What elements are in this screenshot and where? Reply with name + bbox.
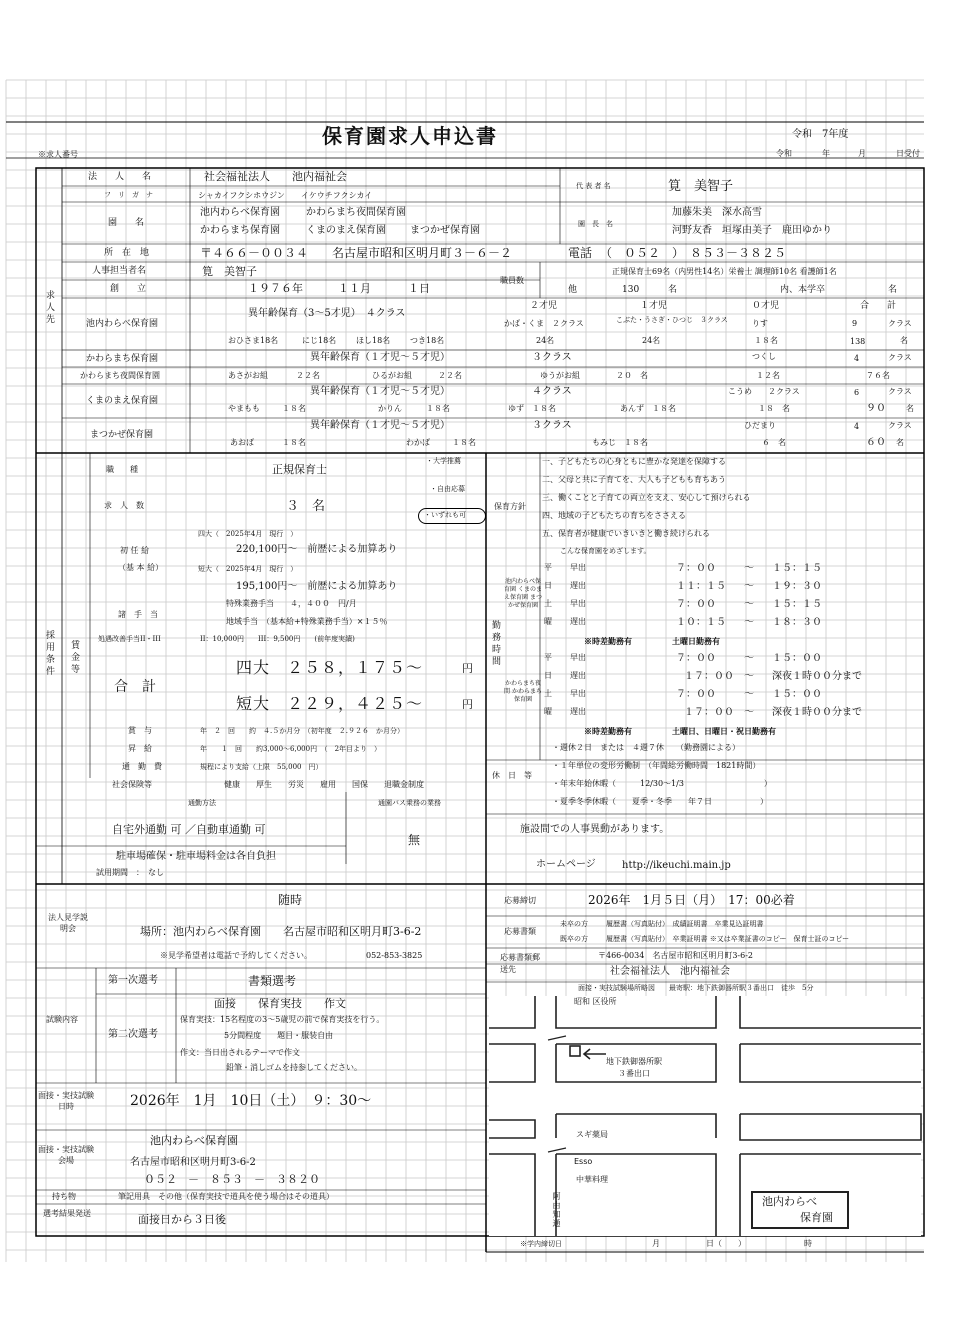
founded-year: １９７６年 (248, 282, 303, 295)
row5-c1: もみじ １８名 (592, 438, 648, 447)
row5-d3: わかば (406, 438, 430, 447)
row1-d1: おひさま18名 (228, 336, 279, 345)
hr-label: 人事担当者名 (92, 266, 147, 276)
rows2-r2-c0: 土 (544, 689, 552, 698)
founded-label: 創 立 (110, 284, 147, 294)
result-label: 選考結果発送 (43, 1209, 91, 1218)
row4-class-unit: クラス (888, 387, 912, 396)
insurance-value: 健康 厚生 労災 雇用 国保 退職金制度 (224, 780, 424, 789)
policy-5: 五、保育者が健康でいきいきと働き続けられる (542, 529, 710, 538)
improve-value: II：10,000円 III：9,500円 (前年度実績) (200, 635, 355, 643)
map-esso: Esso (574, 1157, 593, 1166)
other-unit: 名 (668, 285, 678, 295)
option-free[interactable]: ・自由応募 (430, 485, 465, 493)
rows1-r2-c4: １５：１５ (772, 599, 822, 610)
map-nursery-1: 池内わらべ (762, 1195, 817, 1208)
yen-1: 円 (462, 662, 473, 675)
deadline-value: 2026年 1月５日（月） 17：00必着 (588, 893, 795, 907)
staff-label: 職員数 (500, 276, 524, 285)
total-two: 短大 ２２９，４２５〜 (236, 694, 424, 713)
rows1-r3-c0: 曜 (544, 617, 552, 626)
row1-c1: 24名 (642, 336, 661, 345)
visit-label: 法人見学説明会 (48, 913, 88, 934)
map-header: 面接・実技試験場所略図 最寄駅：地下鉄御器所駅３番出口 徒歩 5分 (578, 984, 814, 992)
row2-summary: 異年齢保育（１才児〜５才児） (310, 352, 450, 363)
row5-c2: ３クラス (532, 420, 572, 431)
docs-label: 応募書類 (504, 927, 536, 936)
start-label: 初 任 給 (120, 546, 150, 555)
nursery-1: 池内わらべ保育園 (200, 207, 280, 218)
inner-unit: 名 (888, 285, 898, 295)
row3-c1: ２０ 名 (616, 371, 648, 380)
furigana-value: シャカイフクシホウジン イケウチフクシカイ (198, 191, 373, 200)
rows1-r0-c1: 早出 (570, 563, 586, 572)
hr-name: 筧 美智子 (202, 265, 257, 278)
page-title: 保育園求人申込書 (322, 124, 498, 148)
rows1-r0-c3: 〜 (744, 563, 754, 574)
row3-d1: あさがお組 (228, 371, 268, 380)
row3-c2: ゆうがお組 (540, 371, 580, 380)
col-total: 合 計 (860, 301, 897, 311)
row3-name: かわらまち夜間保育園 (80, 371, 160, 380)
row4-d4: １８名 (426, 404, 450, 413)
exam-date-label: 面接・実技試験日時 (38, 1091, 94, 1112)
exam-label: 試験内容 (46, 1015, 78, 1024)
rows1-r1-c3: 〜 (744, 581, 754, 592)
holiday-label: 休 日 等 (492, 771, 532, 780)
row5-c0b: ６ 名 (762, 438, 786, 447)
rows1-r0-c0: 平 (544, 563, 552, 572)
nursery-label: 園 名 (108, 218, 145, 228)
send-address: 〒466-0034 名古屋市昭和区明月町3-6-2 (598, 951, 754, 960)
visit-place: 場所：池内わらべ保育園 名古屋市昭和区明月町3-6-2 (140, 925, 422, 938)
rows1-r2-c0: 土 (544, 599, 552, 608)
footer-label: ※学内締切日 (520, 1240, 562, 1248)
tel-label: 電話 (568, 246, 593, 260)
row5-name: まつかぜ保育園 (90, 430, 154, 440)
inner-label: 内、本学卒 (780, 285, 826, 295)
row4-d3: かりん (378, 404, 402, 413)
row1-name: 池内わらべ保育園 (86, 319, 159, 329)
four-year-note: 四大（ 2025年4月 現行 ） (198, 530, 298, 538)
rows1-r1-c4: １９：３０ (772, 581, 822, 592)
venue-label: 面接・実技試験会場 (38, 1145, 94, 1166)
date-era: 令和 (776, 149, 792, 158)
four-year-start: 220,100円〜 前歴による加算あり (236, 544, 398, 555)
footer-day: 日（ ） (706, 1239, 746, 1248)
date-year: 年 (822, 149, 830, 158)
shift-note-1: ※時差勤務有 (584, 636, 632, 646)
row1-sub2: こぶた・うさぎ・ひつじ ３クラス (616, 316, 728, 324)
holiday-1: ・週休２日 または ４週７休 （勤務園による） (552, 743, 740, 752)
row4-total-unit: 名 (906, 404, 914, 413)
row5-class-unit: クラス (888, 421, 912, 430)
base-label: （基 本 給） (118, 563, 164, 572)
row1-d4: つき18名 (410, 336, 445, 345)
second-stage-title: 面接 保育実技 作文 (214, 997, 346, 1010)
transfer-note: 施設間での人事異動があります。 (520, 824, 670, 835)
count-label: 求 人 数 (104, 501, 144, 510)
policy-4: 四、地域の子どもたちの育ちをささえる (542, 511, 686, 520)
rep-label: 代 表 者 名 (576, 182, 611, 190)
row2-class-unit: クラス (888, 353, 912, 362)
policy-2: 二、父母と共に子育てを、大人も子どもも育ちあう (542, 475, 726, 484)
row4-c2: ４クラス (532, 386, 572, 397)
send-label: 応募書類郵送先 (500, 953, 540, 975)
commute-method-value: 自宅外通勤 可 ／自動車通勤 可 (112, 823, 266, 836)
parking-note: 駐車場確保・駐車場料金は各自負担 (116, 851, 276, 862)
holiday-2: ・１年単位の変形労働制 （年間総労働時間 1821時間） (552, 761, 761, 770)
rows2-r0-c3: 〜 (744, 653, 754, 664)
founded-day: １日 (408, 282, 430, 295)
yen-2: 円 (462, 698, 473, 711)
bus-label: 通園バス乗務の業務 (378, 799, 441, 807)
nursery-5: まつかぜ保育園 (410, 225, 480, 236)
two-year-note: 短大（ 2025年4月 現行 ） (198, 565, 298, 573)
docs-old-label: 既卒の方 (560, 935, 588, 943)
rows2-r0-c4: １５：００ (772, 653, 822, 664)
shift-note-1b: 土曜日勤務有 (672, 636, 720, 646)
date-received: 日受付 (896, 149, 920, 158)
nursery-4: くまのまえ保育園 (306, 225, 386, 236)
row1-class-unit: クラス (888, 319, 912, 328)
rows2-r0-c1: 早出 (570, 653, 586, 662)
section-applicant: 求人先 (44, 290, 54, 326)
rows1-r1-c1: 遅出 (570, 581, 586, 590)
map-exit: ３番出口 (618, 1069, 650, 1078)
trial-period: 試用期間 ： なし (96, 868, 164, 877)
job-type: 正規保育士 (272, 463, 327, 476)
other-count: 130 (622, 285, 640, 295)
policy-note: こんな保育園をめざします。 (560, 547, 651, 555)
founded-month: １１月 (338, 282, 371, 295)
homepage-url[interactable]: http://ikeuchi.main.jp (622, 860, 731, 871)
first-stage-value: 書類選考 (248, 974, 297, 988)
second-item-2: 5分間程度 題目・服装自由 (224, 1031, 334, 1040)
items-value: 筆記用具 その他（保育実技で道具を使う場合はその道具） (118, 1192, 334, 1201)
rows1-r3-c2: １０：１５ (676, 617, 726, 628)
bus-value: 無 (408, 833, 421, 847)
address-value: 〒４６６－００３４ 名古屋市昭和区明月町３－６－２ (200, 246, 513, 260)
job-type-label: 職 種 (106, 465, 138, 474)
rows1-r3-c4: １８：３０ (772, 617, 822, 628)
rows1-r3-c3: 〜 (744, 617, 754, 628)
rows1-r1-c2: １１：１５ (676, 581, 726, 592)
row3-d2: ２２名 (296, 371, 320, 380)
row1-d2: にじ18名 (302, 336, 337, 345)
rows1-r2-c1: 早出 (570, 599, 586, 608)
rows2-r3-c4: 深夜１時００分まで (772, 707, 862, 718)
date-month: 月 (858, 149, 866, 158)
rows1-r1-c0: 日 (544, 581, 552, 590)
directors-1: 加藤朱美 深水高雪 (672, 207, 762, 218)
shift-note-2b: 土曜日、日曜日・祝日勤務有 (672, 726, 776, 736)
rows2-r0-c2: ７：００ (676, 653, 716, 664)
row5-d4: １８名 (452, 438, 476, 447)
col-2yo: ２才児 (530, 301, 558, 311)
shift-note-2: ※時差勤務有 (584, 726, 632, 736)
rows2-r0-c0: 平 (544, 653, 552, 662)
job-no-label: ※求人番号 (38, 150, 78, 159)
bonus-value: 年 ２ 回 約 ４.５か月分 （初年度 ２.９２６ か月分） (200, 727, 404, 735)
first-stage-label: 第一次選考 (108, 975, 158, 986)
section-conditions: 採用条件 (44, 630, 54, 678)
send-name: 社会福祉法人 池内福祉会 (610, 966, 730, 977)
row5-c0: ひだまり (744, 421, 776, 430)
map-drugstore: スギ薬局 (576, 1130, 608, 1139)
insurance-label: 社会保険等 (112, 780, 152, 789)
count-value: ３ 名 (286, 499, 326, 514)
second-stage-label: 第二次選考 (108, 1029, 158, 1040)
row2-name: かわらまち保育園 (86, 354, 159, 364)
row2-c0: つくし (752, 352, 776, 361)
rows2-r2-c4: １５：００ (772, 689, 822, 700)
holiday-4: ・夏季冬季休暇（ 夏季・冬季 年７日 ） (552, 797, 768, 806)
group2-label: かわらまち夜間 かわらまち保育園 (504, 680, 542, 704)
visit-note: ※見学希望者は電話で予約してください。 (160, 951, 312, 960)
rows2-r2-c2: ７：００ (676, 689, 716, 700)
row4-d1: やまもも (228, 404, 260, 413)
visit-timing: 随時 (278, 893, 303, 907)
row1-d3: ほし18名 (356, 336, 391, 345)
rows1-r0-c4: １５：１５ (772, 563, 822, 574)
row5-summary: 異年齢保育（１才児〜５才児） (310, 420, 450, 431)
section-hours: 勤務時間 (490, 620, 500, 668)
rows2-r3-c3: 〜 (744, 707, 754, 718)
bonus-label: 賞 与 (128, 726, 152, 735)
map-ward: 昭和 区役所 (574, 997, 617, 1006)
second-item-1: 保育実技：15名程度の3〜5歳児の前で保育実技を行う。 (180, 1015, 385, 1024)
map-station: 地下鉄御器所駅 (606, 1057, 662, 1066)
row5-d2: １８名 (282, 438, 306, 447)
homepage-label: ホームページ (536, 859, 596, 870)
policy-label: 保育方針 (494, 502, 526, 511)
venue-name: 池内わらべ保育園 (150, 1134, 238, 1147)
row4-summary: 異年齢保育（１才児〜５才児） (310, 386, 450, 397)
option-either[interactable]: ・いずれも可 (424, 511, 466, 519)
exam-date-value: 2026年 1月 10日（土） ９：30〜 (130, 1093, 372, 1109)
row3-d3: ひるがお組 (372, 371, 412, 380)
rows2-r1-c4: 深夜１時００分まで (772, 671, 862, 682)
docs-new: 履歴書（写真貼付） 成績証明書 卒業見込証明書 (606, 920, 764, 928)
row4-c0: こうめ ２クラス (728, 387, 800, 396)
row1-total-unit: 名 (900, 336, 908, 345)
rows2-r2-c1: 早出 (570, 689, 586, 698)
rows2-r1-c2: １７：００ (684, 671, 734, 682)
col-1yo: １才児 (640, 301, 668, 311)
row3-total: ７６名 (866, 371, 890, 380)
policy-1: 一、子どもたちの心身ともに豊かな発達を保障する (542, 457, 726, 466)
row4-name: くまのまえ保育園 (86, 396, 159, 406)
raise-label: 昇 給 (128, 744, 152, 753)
row3-c0: １２名 (756, 371, 780, 380)
nursery-3: かわらまち保育園 (200, 225, 280, 236)
era-label: 令和 (792, 129, 812, 140)
address-label: 所 在 地 (104, 248, 150, 258)
footer-month: 月 (652, 1239, 660, 1248)
rows2-r3-c1: 遅出 (570, 707, 586, 716)
group1-label: 池内わらべ保育園 くまのまえ保育園 まつかぜ保育園 (504, 578, 542, 610)
staff-detail: 正規保育士69名（内男性14名）栄養士 調理師10名 看護師1名 (612, 267, 837, 276)
row2-classes: 4 (854, 354, 860, 363)
furigana-label: フ リ ガ ナ (104, 191, 153, 199)
row4-d2: １８名 (282, 404, 306, 413)
row5-total-unit: 名 (896, 438, 904, 447)
corp-label: 法 人 名 (88, 172, 152, 182)
total-label: 合 計 (114, 679, 156, 695)
allowance-label: 諸 手 当 (118, 610, 158, 619)
map-road: 阿由知通 (552, 1192, 561, 1228)
venue-tel: ０５２ － ８５３ － ３８２０ (144, 1173, 320, 1186)
visit-tel: 052-853-3825 (366, 951, 423, 960)
nursery-2: かわらまち夜間保育園 (306, 207, 406, 218)
rows2-r2-c3: 〜 (744, 689, 754, 700)
row1-classes: 9 (852, 319, 858, 328)
row5-total: ６０ (866, 437, 886, 448)
row4-total: ９０ (866, 403, 886, 414)
docs-new-label: 未卒の方 (560, 920, 588, 928)
allowance-1: 特殊業務手当 ４，４００ 円/月 (226, 599, 357, 608)
docs-old: 履歴書（写真貼付） 卒業証明書 ※又は卒業証書のコピー 保育士証のコピー (606, 935, 850, 943)
section-wages: 賃金等 (69, 640, 79, 676)
row4-c0b: １８ 名 (758, 404, 790, 413)
map-chinese: 中華料理 (576, 1175, 608, 1184)
row4-c2b: ゆず １８名 (508, 404, 556, 413)
row4-classes: 6 (854, 388, 860, 397)
row4-c1: あんず １８名 (620, 404, 676, 413)
items-label: 持ち物 (52, 1192, 76, 1201)
corp-name: 社会福祉法人 池内福祉会 (204, 170, 347, 183)
commute-method-label: 通勤方法 (188, 799, 216, 807)
col-0yo: ０才児 (752, 301, 780, 311)
commute-label: 通 勤 費 (122, 762, 162, 771)
directors-2: 河野友香 垣塚由美子 鹿田ゆかり (672, 225, 832, 236)
rows2-r1-c3: 〜 (744, 671, 754, 682)
rows1-r2-c2: ７：００ (676, 599, 716, 610)
row1-summary: 異年齢保育（3〜5才児） ４クラス (248, 308, 406, 319)
rows1-r2-c3: 〜 (744, 599, 754, 610)
improve-label: 処遇改善手当II・III (98, 635, 161, 643)
row1-total: 138 (850, 337, 866, 346)
row1-sub1: かば・くま ２クラス (504, 319, 584, 328)
rows2-r3-c0: 曜 (544, 707, 552, 716)
rows2-r3-c2: １７：００ (684, 707, 734, 718)
allowance-2: 地域手当 （基本給+特殊業務手当）×１５％ (226, 617, 388, 626)
tel-value: （ ０５２ ） ８５３－３８２５ (600, 246, 787, 260)
rows2-r1-c1: 遅出 (570, 671, 586, 680)
fiscal-year: 7年度 (822, 129, 849, 140)
second-item-4: 鉛筆・消しゴムを持参してください。 (226, 1063, 362, 1072)
row1-c0: １８名 (754, 336, 778, 345)
rows1-r0-c2: ７：００ (676, 563, 716, 574)
option-university[interactable]: ・大学推薦 (426, 457, 461, 465)
row1-sub3: りす (752, 319, 768, 328)
commute-value: 規程により支給（上限 55,000 円） (200, 763, 323, 771)
director-label: 園 長 名 (578, 220, 613, 228)
row1-c2: 24名 (536, 336, 555, 345)
raise-value: 年 １ 回 約3,000〜6,000円 （ 2年目より ） (200, 745, 382, 753)
venue-address: 名古屋市昭和区明月町3-6-2 (130, 1157, 256, 1168)
holiday-3: ・年末年始休暇（ 12/30〜1/3 ） (552, 779, 772, 788)
map-nursery-2: 保育園 (800, 1211, 833, 1224)
row2-c2: ３クラス (532, 352, 572, 363)
row5-classes: 4 (854, 422, 860, 431)
total-four: 四大 ２５８，１７５〜 (236, 658, 424, 677)
other-label: 他 (568, 285, 578, 295)
two-year-start: 195,100円〜 前歴による加算あり (236, 581, 398, 592)
footer-time: 時 (804, 1239, 812, 1248)
row5-d1: あおば (230, 438, 254, 447)
rep-name: 筧 美智子 (668, 179, 734, 194)
second-item-3: 作文：当日出されるテーマで作文 (180, 1048, 300, 1057)
row3-d4: ２２名 (438, 371, 462, 380)
deadline-label: 応募締切 (504, 896, 536, 905)
policy-3: 三、働くことと子育ての両立を支え、安心して預けられる (542, 493, 751, 502)
rows1-r3-c1: 遅出 (570, 617, 586, 626)
result-value: 面接日から３日後 (138, 1213, 226, 1226)
rows2-r1-c0: 日 (544, 671, 552, 680)
